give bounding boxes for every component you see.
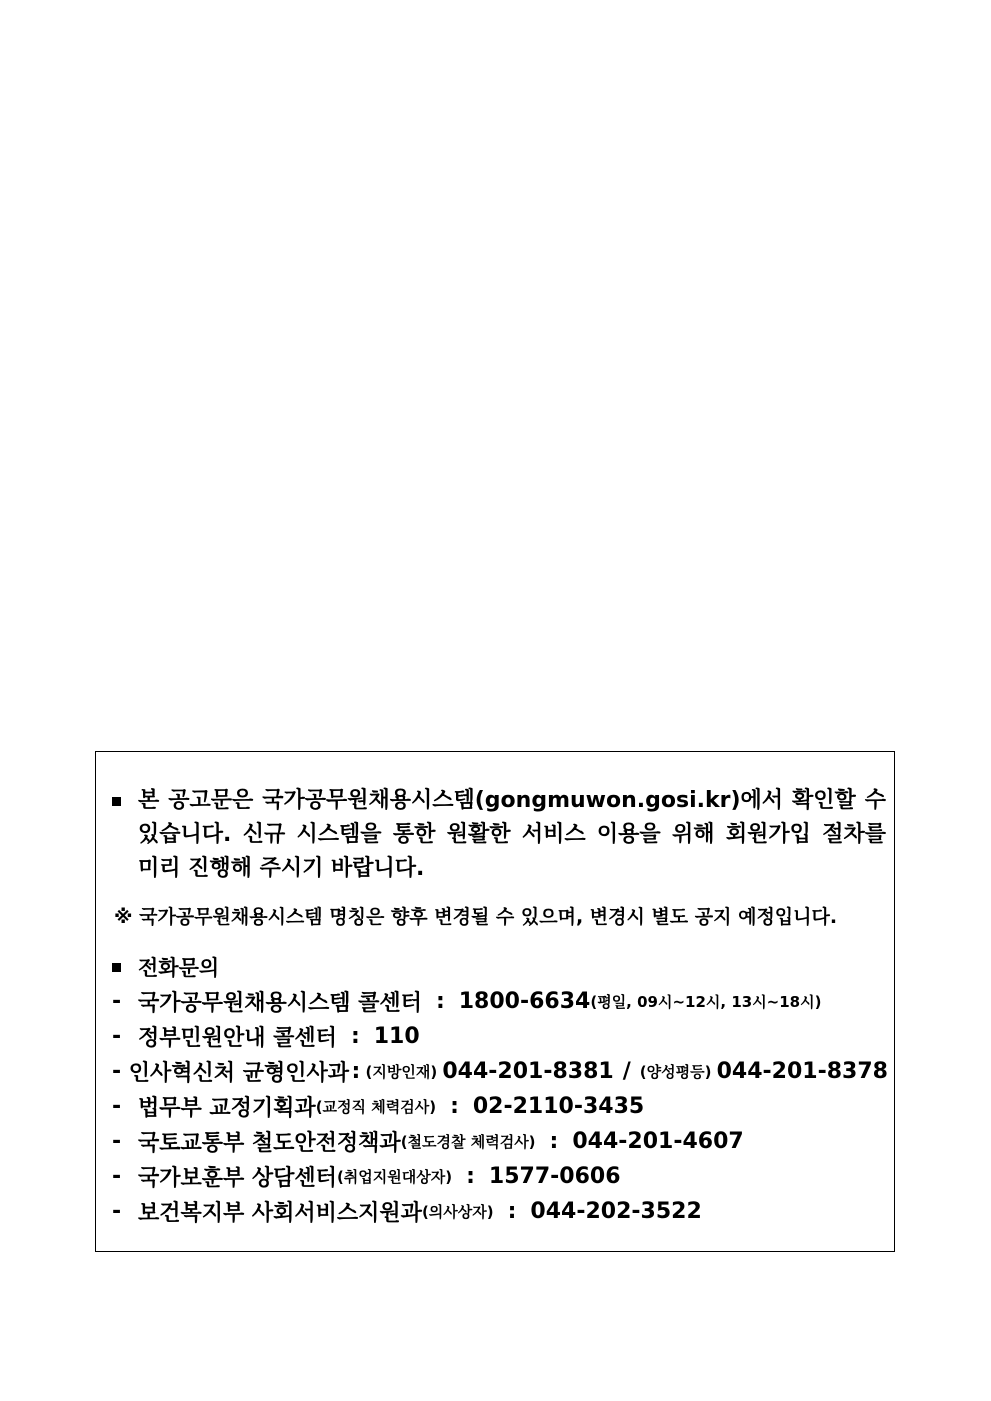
colon: : xyxy=(507,1199,517,1224)
dash: - xyxy=(112,1164,122,1189)
dash: - xyxy=(112,1129,122,1154)
contact-name: 국가공무원채용시스템 콜센터 xyxy=(138,991,422,1016)
contact-item xyxy=(108,1194,888,1229)
word: 있습니다. xyxy=(138,822,232,847)
phone-number: 1577-0606 xyxy=(488,1164,621,1189)
notice-line-2 xyxy=(108,818,888,852)
contact-heading-text: 전화문의 xyxy=(138,956,220,980)
word: 수 xyxy=(864,788,886,813)
colon: : xyxy=(450,1094,459,1119)
phone-number: 044-201-4607 xyxy=(572,1129,744,1154)
notice-paragraph xyxy=(108,784,888,886)
contact-name: 국토교통부 철도안전정책과 xyxy=(138,1131,401,1156)
notice-line-3-text: 미리 진행해 주시기 바랍니다. xyxy=(138,856,425,881)
dash: - xyxy=(112,1024,122,1049)
colon: : xyxy=(466,1164,475,1189)
word: 확인할 xyxy=(791,788,856,813)
contact-section xyxy=(108,950,888,1229)
colon: : xyxy=(351,1059,361,1084)
word: 서비스 xyxy=(521,822,586,847)
system-url-text: 국가공무원채용시스템(gongmuwon.gosi.kr)에서 xyxy=(262,788,784,813)
phone-number: 044-201-8381 xyxy=(442,1059,614,1084)
contact-note: (지방인재) xyxy=(365,1063,438,1081)
contact-item xyxy=(108,1159,888,1194)
contact-hours: (평일, 09시~12시, 13시~18시) xyxy=(590,993,822,1011)
dash: - xyxy=(112,1094,122,1119)
phone-number: 044-202-3522 xyxy=(530,1199,702,1224)
contact-note: (의사상자) xyxy=(421,1203,494,1221)
contact-note: (취업지원대상자) xyxy=(336,1168,453,1186)
contact-item xyxy=(108,1019,888,1054)
contact-item xyxy=(108,1089,888,1124)
word: 시스템을 xyxy=(296,822,382,847)
word: 원활한 xyxy=(446,822,511,847)
reference-note: ※ 국가공무원채용시스템 명칭은 향후 변경될 수 있으며, 변경시 별도 공지 예정입니다. xyxy=(114,906,838,928)
slash: / xyxy=(622,1059,631,1084)
notice-line-2-text xyxy=(138,818,886,852)
contact-item xyxy=(108,984,888,1019)
phone-number: 110 xyxy=(373,1024,420,1049)
word: 회원가입 xyxy=(725,822,811,847)
contact-note: (철도경찰 체력검사) xyxy=(400,1133,536,1151)
contact-note: (양성평등) xyxy=(639,1063,712,1081)
word: 통한 xyxy=(392,822,436,847)
word: 신규 xyxy=(242,822,286,847)
contact-name: 인사혁신처 균형인사과 xyxy=(128,1061,349,1086)
notice-line-1 xyxy=(108,784,888,818)
phone-number: 044-201-8378 xyxy=(716,1059,888,1084)
dash: - xyxy=(112,1199,122,1224)
word: 본 xyxy=(138,788,160,813)
contact-item xyxy=(108,1124,888,1159)
word: 절차를 xyxy=(822,822,886,847)
word: 위해 xyxy=(672,822,715,847)
colon: : xyxy=(435,989,445,1014)
contact-item xyxy=(108,1054,888,1089)
dash: - xyxy=(112,1059,122,1084)
notice-line-1-text xyxy=(138,784,886,818)
contact-name: 국가보훈부 상담센터 xyxy=(138,1166,337,1191)
dash: - xyxy=(112,989,122,1014)
contact-note: (교정직 체력검사) xyxy=(315,1098,437,1116)
notice-box xyxy=(95,751,895,1252)
colon: : xyxy=(350,1024,360,1049)
phone-number: 02-2110-3435 xyxy=(472,1094,645,1119)
phone-number: 1800-6634 xyxy=(458,989,591,1014)
contact-name: 정부민원안내 콜센터 xyxy=(138,1026,337,1051)
contact-name: 보건복지부 사회서비스지원과 xyxy=(138,1201,422,1226)
square-bullet-icon xyxy=(112,797,121,806)
colon: : xyxy=(549,1129,559,1154)
word: 공고문은 xyxy=(168,788,254,813)
word: 이용을 xyxy=(596,822,661,847)
contact-heading xyxy=(108,950,888,984)
notice-line-3 xyxy=(108,852,888,886)
square-bullet-icon xyxy=(112,963,121,972)
contact-name: 법무부 교정기획과 xyxy=(138,1096,316,1121)
